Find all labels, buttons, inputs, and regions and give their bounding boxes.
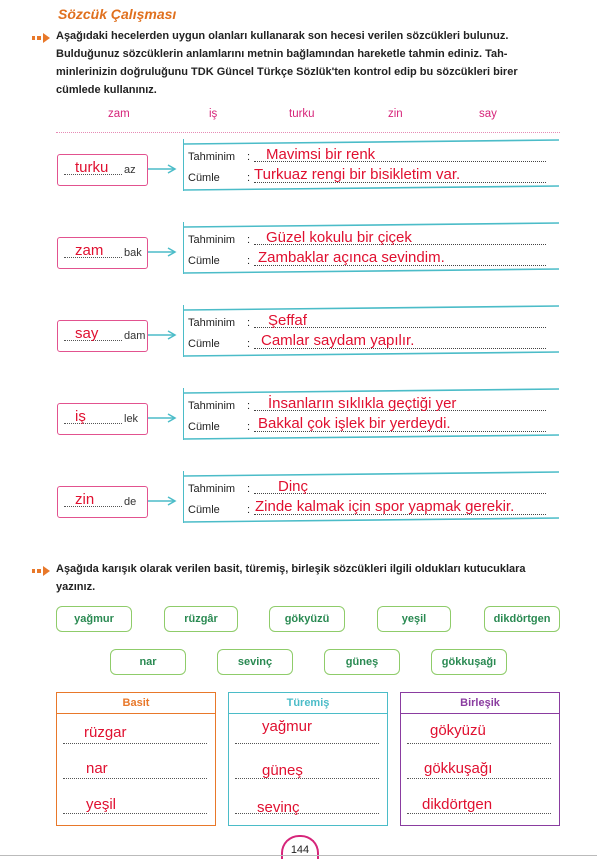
sentence-label: Cümle bbox=[188, 172, 220, 184]
box-bottom-border bbox=[184, 517, 559, 523]
syllable-answer-box bbox=[57, 486, 148, 518]
word-tile: güneş bbox=[324, 649, 400, 675]
word-tile: sevinç bbox=[217, 649, 293, 675]
syllable-answer-box bbox=[57, 154, 148, 186]
colon-separator: : bbox=[247, 421, 251, 433]
arrow-right-icon bbox=[148, 330, 180, 340]
handwritten-syllable: say bbox=[75, 325, 99, 342]
handwritten-syllable: zam bbox=[75, 242, 104, 259]
answer-line bbox=[235, 778, 379, 779]
answer-line bbox=[407, 743, 551, 744]
box-top-border bbox=[184, 471, 559, 477]
category-title: Türemiş bbox=[229, 693, 387, 714]
syllable-say: say bbox=[479, 108, 497, 120]
handwritten-answer: rüzgar bbox=[84, 724, 127, 741]
arrow-bullet-icon bbox=[32, 33, 50, 43]
arrow-bullet-icon bbox=[32, 566, 50, 576]
handwritten-answer: gökyüzü bbox=[430, 722, 486, 739]
handwritten-answer: yeşil bbox=[86, 796, 117, 813]
given-syllable: de bbox=[124, 496, 137, 508]
page-number: 144 bbox=[281, 835, 319, 859]
syllable-is: iş bbox=[209, 108, 218, 120]
handwritten-answer: yağmur bbox=[262, 718, 313, 735]
instruction-line: Bulduğunuz sözcüklerin anlamlarını metnin bağlamından hareketle tahmin ediniz. Tah- bbox=[56, 48, 508, 60]
box-bottom-border bbox=[184, 268, 559, 274]
guess-label: Tahminim bbox=[188, 483, 236, 495]
instruction-line: Aşağıdaki hecelerden uygun olanları kullanarak son hecesi verilen sözcükleri bulunuz. bbox=[56, 30, 509, 42]
syllable-zam: zam bbox=[108, 108, 130, 120]
word-tile: rüzgâr bbox=[164, 606, 238, 632]
arrow-right-icon bbox=[148, 413, 180, 423]
arrow-right-icon bbox=[148, 164, 180, 174]
handwritten-answer: nar bbox=[86, 760, 108, 777]
syllable-zin: zin bbox=[388, 108, 403, 120]
handwritten-syllable: zin bbox=[75, 491, 95, 508]
exercise2-instruction bbox=[56, 560, 560, 596]
given-syllable: az bbox=[124, 164, 136, 176]
word-tile: gökyüzü bbox=[269, 606, 345, 632]
category-box-turemis bbox=[228, 692, 388, 826]
instruction-line: yazınız. bbox=[56, 581, 96, 593]
guess-label: Tahminim bbox=[188, 151, 236, 163]
answer-line bbox=[63, 778, 207, 779]
instruction-line: cümlede kullanınız. bbox=[56, 84, 157, 96]
category-title: Basit bbox=[57, 693, 215, 714]
answer-line bbox=[63, 743, 207, 744]
word-tile: yeşil bbox=[377, 606, 451, 632]
handwritten-answer: dikdörtgen bbox=[422, 796, 493, 813]
box-bottom-border bbox=[184, 185, 559, 191]
section-title: Sözcük Çalışması bbox=[58, 6, 177, 22]
guess-sentence-box bbox=[183, 305, 559, 357]
syllable-answer-box bbox=[57, 320, 148, 352]
given-syllable: lek bbox=[124, 413, 139, 425]
word-tile: dikdörtgen bbox=[484, 606, 560, 632]
handwritten-answer: gökkuşağı bbox=[424, 760, 493, 777]
handwritten-guess: İnsanların sıklıkla geçtiği yer bbox=[268, 395, 457, 412]
colon-separator: : bbox=[247, 338, 251, 350]
handwritten-answer: güneş bbox=[262, 762, 303, 779]
colon-separator: : bbox=[247, 255, 251, 267]
handwritten-sentence: Camlar saydam yapılır. bbox=[261, 332, 415, 349]
given-syllable: dam bbox=[124, 330, 146, 342]
instruction-line: Aşağıda karışık olarak verilen basit, türemiş, birleşik sözcükleri ilgili oldukları kutucuklara bbox=[56, 563, 526, 575]
colon-separator: : bbox=[247, 317, 251, 329]
sentence-label: Cümle bbox=[188, 255, 220, 267]
answer-line bbox=[407, 813, 551, 814]
answer-line bbox=[64, 423, 122, 424]
arrow-right-icon bbox=[148, 247, 180, 257]
category-title: Birleşik bbox=[401, 693, 559, 714]
handwritten-guess: Şeffaf bbox=[268, 312, 307, 329]
handwritten-sentence: Zinde kalmak için spor yapmak gerekir. bbox=[255, 498, 515, 515]
colon-separator: : bbox=[247, 483, 251, 495]
sentence-label: Cümle bbox=[188, 338, 220, 350]
colon-separator: : bbox=[247, 400, 251, 412]
handwritten-syllable: turku bbox=[75, 159, 109, 176]
syllable-answer-box bbox=[57, 237, 148, 269]
handwritten-sentence: Bakkal çok işlek bir yerdeydi. bbox=[258, 415, 451, 432]
handwritten-sentence: Turkuaz rengi bir bisikletim var. bbox=[254, 166, 461, 183]
guess-sentence-box bbox=[183, 471, 559, 523]
syllable-divider bbox=[56, 132, 560, 133]
instruction-line: minlerinizin doğruluğunu TDK Güncel Türkçe Sözlük'ten kontrol edip bu sözcükleri birer bbox=[56, 66, 518, 78]
colon-separator: : bbox=[247, 234, 251, 246]
arrow-right-icon bbox=[148, 496, 180, 506]
box-top-border bbox=[184, 139, 559, 145]
box-top-border bbox=[184, 222, 559, 228]
word-tile: nar bbox=[110, 649, 186, 675]
category-box-basit bbox=[56, 692, 216, 826]
syllable-turku: turku bbox=[289, 108, 315, 120]
handwritten-syllable: iş bbox=[75, 408, 86, 425]
colon-separator: : bbox=[247, 172, 251, 184]
guess-label: Tahminim bbox=[188, 317, 236, 329]
exercise1-instruction bbox=[56, 27, 560, 99]
handwritten-guess: Güzel kokulu bir çiçek bbox=[266, 229, 412, 246]
box-top-border bbox=[184, 388, 559, 394]
handwritten-answer: sevinç bbox=[257, 799, 300, 816]
footer-rule bbox=[0, 855, 597, 856]
sentence-label: Cümle bbox=[188, 504, 220, 516]
sentence-label: Cümle bbox=[188, 421, 220, 433]
colon-separator: : bbox=[247, 504, 251, 516]
colon-separator: : bbox=[247, 151, 251, 163]
word-tile: gökkuşağı bbox=[431, 649, 507, 675]
box-top-border bbox=[184, 305, 559, 311]
word-tile: yağmur bbox=[56, 606, 132, 632]
guess-label: Tahminim bbox=[188, 400, 236, 412]
syllable-answer-box bbox=[57, 403, 148, 435]
handwritten-guess: Dinç bbox=[278, 478, 309, 495]
box-bottom-border bbox=[184, 351, 559, 357]
answer-line bbox=[235, 743, 379, 744]
given-syllable: bak bbox=[124, 247, 142, 259]
handwritten-guess: Mavimsi bir renk bbox=[266, 146, 376, 163]
answer-line bbox=[407, 778, 551, 779]
answer-line bbox=[63, 813, 207, 814]
box-bottom-border bbox=[184, 434, 559, 440]
handwritten-sentence: Zambaklar açınca sevindim. bbox=[258, 249, 445, 266]
guess-label: Tahminim bbox=[188, 234, 236, 246]
